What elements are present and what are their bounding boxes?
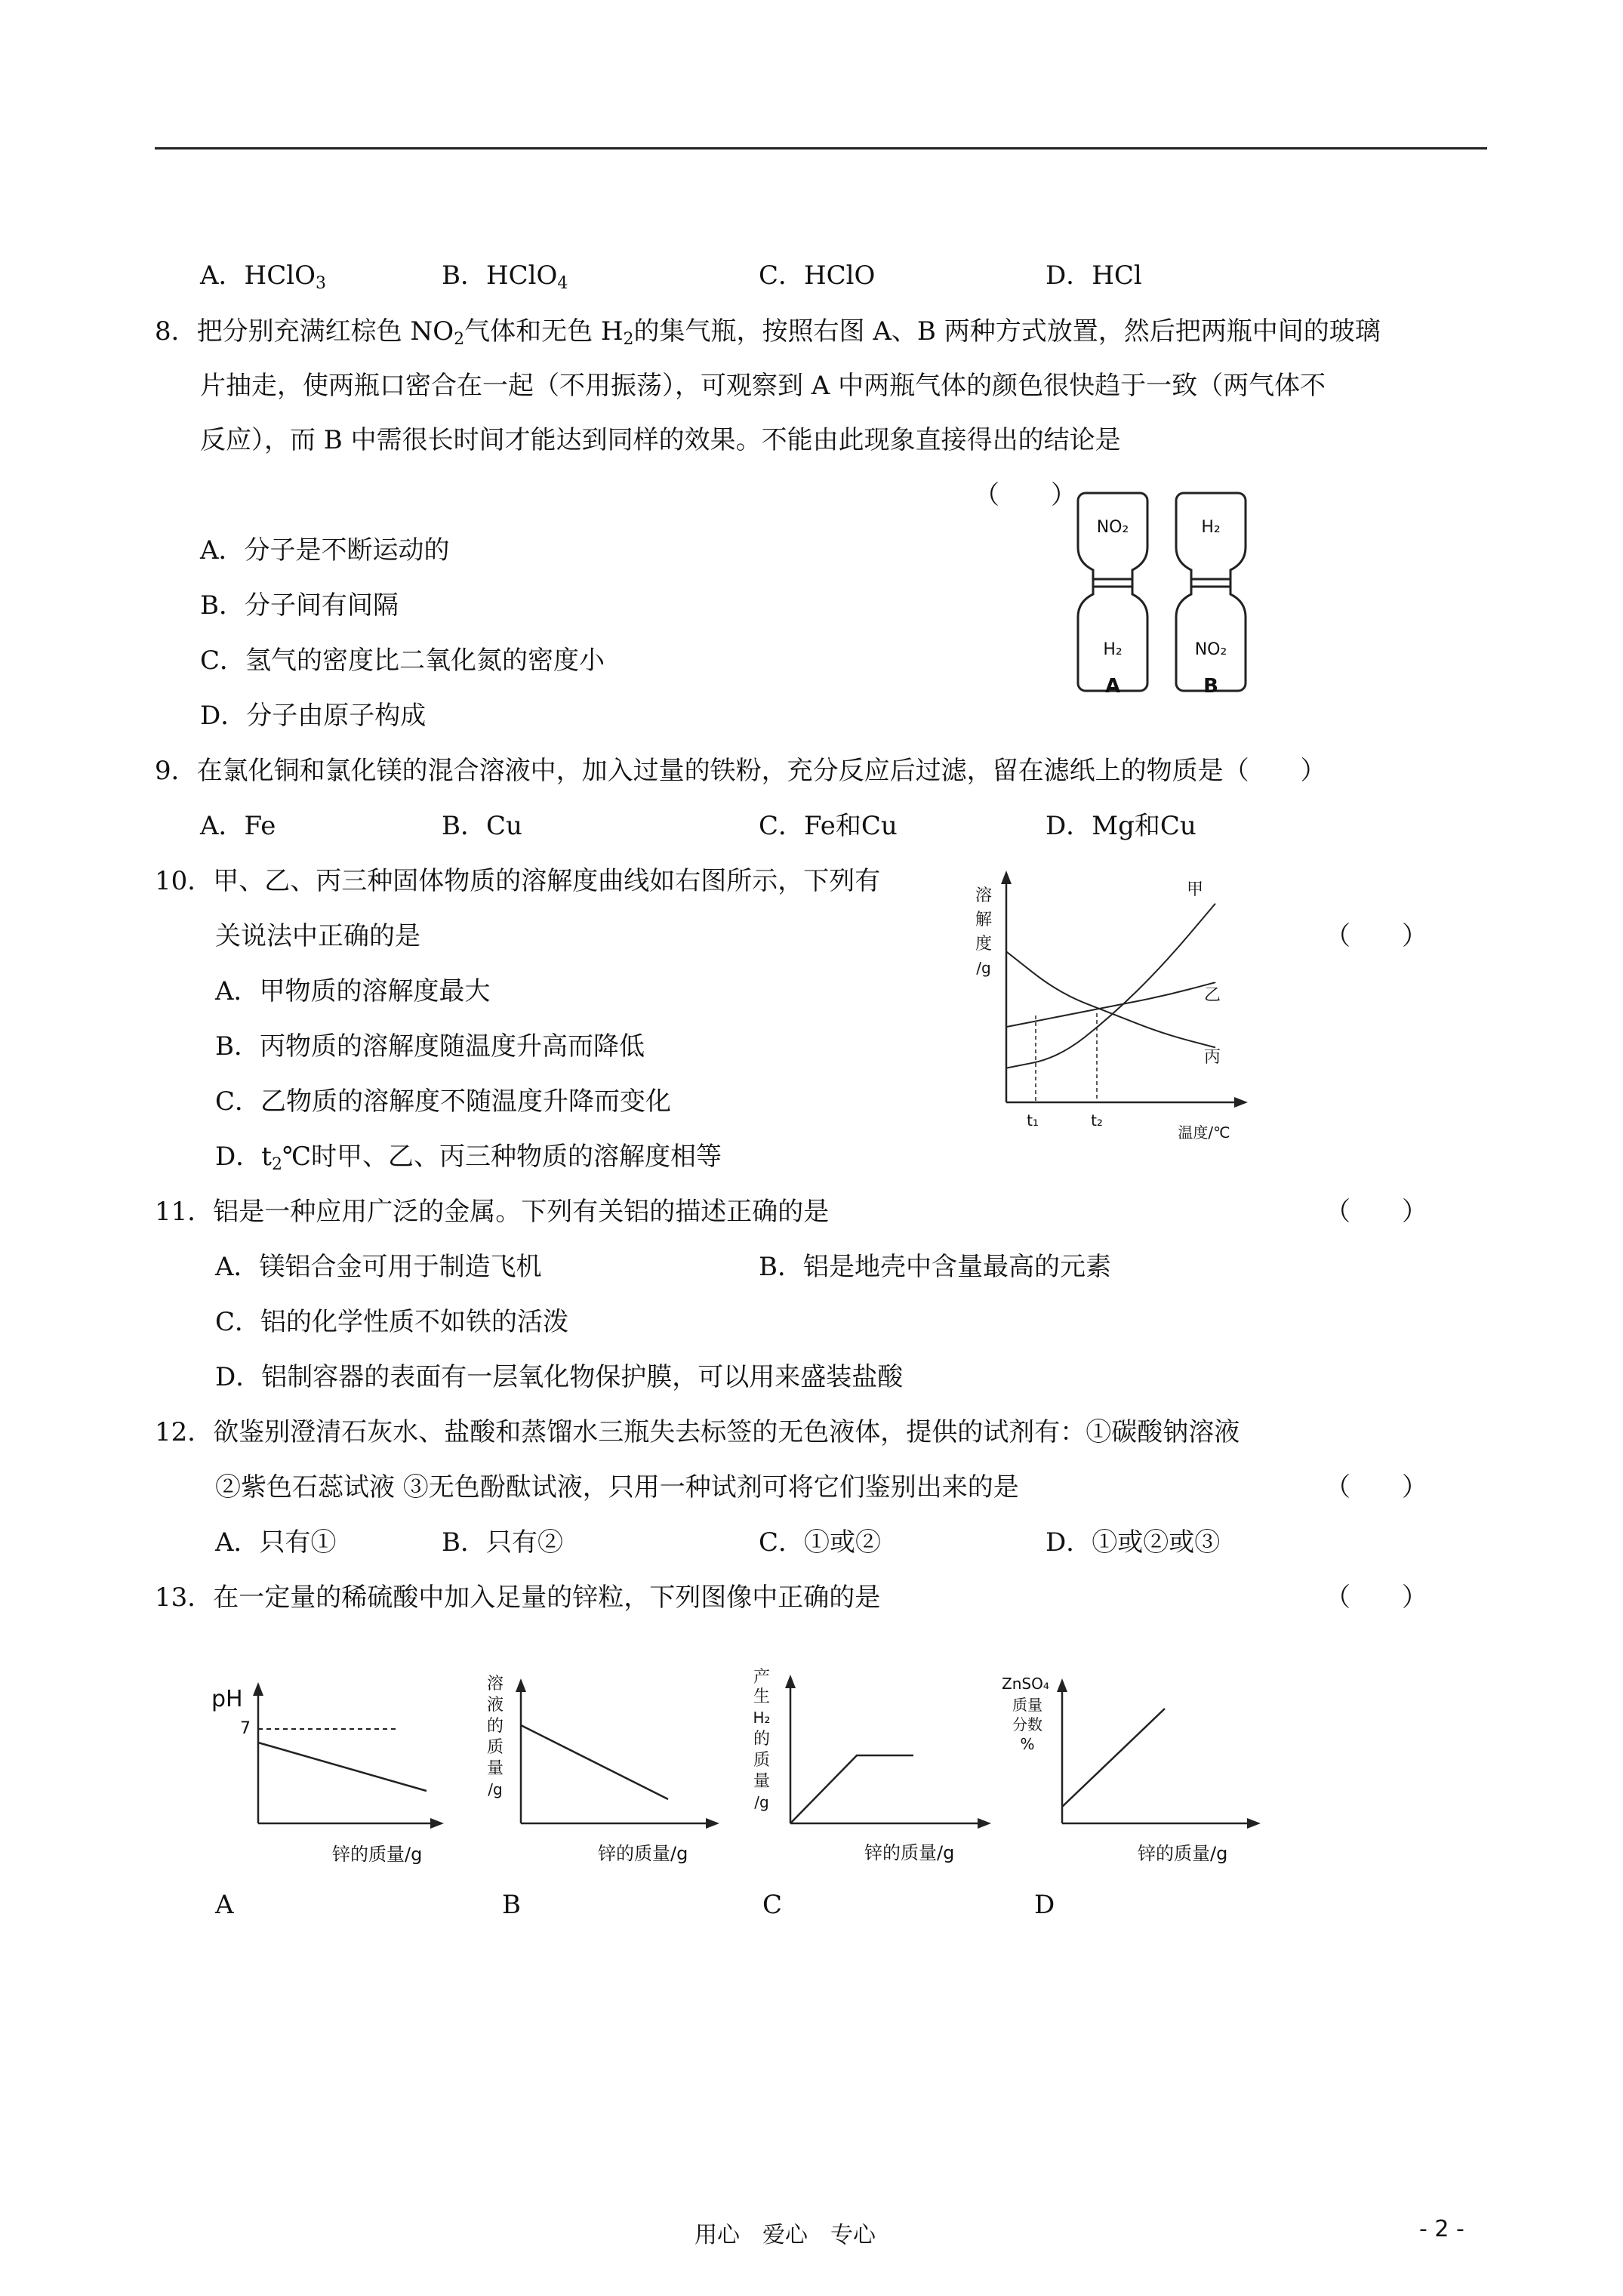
chart-x-arrow [1234, 1097, 1248, 1108]
series-label-yi: 乙 [1204, 986, 1221, 1005]
chart-x-label: 温度/℃ [1178, 1123, 1230, 1142]
chart-y-label-3: 度 [975, 935, 993, 954]
q11-option-b: B．铝是地壳中含量最高的元素 [759, 1252, 1111, 1282]
q9-stem: 9．在氯化铜和氯化镁的混合溶液中，加入过量的铁粉，充分反应后过滤，留在滤纸上的物质是（ ） [155, 756, 1326, 786]
curve-jia [1006, 904, 1215, 1068]
q7-option-d: D．HCl [1046, 260, 1142, 291]
graph-c-y-label-4: 的 [753, 1730, 771, 1749]
q13-stem: 13．在一定量的稀硫酸中加入足量的锌粒，下列图像中正确的是 [155, 1583, 881, 1613]
bottle-a-label: A [1104, 675, 1121, 698]
q10-option-c: C．乙物质的溶解度不随温度升降而变化 [215, 1086, 672, 1117]
graph-a-x-label: 锌的质量/g [332, 1844, 423, 1865]
q13-graph-c [744, 1661, 1000, 1872]
graph-c-y-label-2: 生 [753, 1687, 771, 1706]
q13-graph-d-letter: D [1034, 1890, 1055, 1920]
q12-stem-line2: ②紫色石蕊试液 ③无色酚酞试液，只用一种试剂可将它们鉴别出来的是 [215, 1472, 1019, 1502]
graph-b-y-label-1: 溶 [486, 1675, 504, 1693]
graph-b-y-label-5: 量 [486, 1759, 504, 1778]
q12-option-b: B．只有② [442, 1527, 563, 1558]
graph-a-y-label: pH [211, 1686, 243, 1712]
graph-d-curve [1062, 1709, 1165, 1807]
curve-bing [1006, 951, 1215, 1047]
chart-y-label-4: /g [976, 959, 991, 977]
series-label-bing: 丙 [1204, 1048, 1221, 1067]
q12-stem-line1: 12．欲鉴别澄清石灰水、盐酸和蒸馏水三瓶失去标签的无色液体，提供的试剂有：①碳酸钠溶液 [155, 1417, 1240, 1447]
q9-option-a: A．Fe [200, 811, 276, 841]
bottle-b-label: B [1203, 675, 1218, 698]
q8-option-b: B．分子间有间隔 [200, 590, 399, 621]
chart-y-label-1: 溶 [975, 886, 993, 905]
graph-c-y-label-5: 质 [753, 1751, 771, 1770]
q8-option-c: C．氢气的密度比二氧化氮的密度小 [200, 646, 605, 676]
series-label-jia: 甲 [1187, 880, 1204, 899]
q11-option-c: C．铝的化学性质不如铁的活泼 [215, 1307, 569, 1337]
q10-option-d: D．$t_2℃$时甲、乙、丙三种物质的溶解度相等 [215, 1142, 722, 1174]
graph-a-curve [258, 1743, 427, 1791]
q9-option-d: D．Mg和Cu [1046, 811, 1196, 841]
graph-b-y-label-2: 液 [486, 1696, 504, 1715]
q8-option-a: A．分子是不断运动的 [200, 535, 450, 566]
q10-option-b: B．丙物质的溶解度随温度升高而降低 [215, 1031, 645, 1062]
chart-y-arrow [1001, 871, 1012, 884]
graph-d-x-label: 锌的质量/g [1138, 1843, 1228, 1864]
q8-answer-bracket: （ ） [974, 480, 1076, 510]
bottle-a-top-gas: NO₂ [1096, 518, 1129, 537]
graph-c-curve [790, 1755, 913, 1823]
t1-tick-label: t₁ [1027, 1111, 1039, 1130]
q10-stem-line1: 10．甲、乙、丙三种固体物质的溶解度曲线如右图所示，下列有 [155, 866, 881, 896]
graph-b-y-label-6: /g [488, 1780, 503, 1798]
bottle-b-top-gas: H₂ [1201, 518, 1221, 537]
t2-tick-label: t₂ [1091, 1111, 1103, 1130]
graph-d-y-label-3: 分数 [1012, 1715, 1042, 1734]
graph-c-y-label-1: 产 [753, 1668, 771, 1687]
bottle-b-bottom-gas: NO₂ [1194, 640, 1227, 659]
graph-c-y-label-3: H₂ [753, 1709, 771, 1727]
bottle-b [1176, 493, 1246, 698]
bottle-a-bottom-gas: H₂ [1103, 640, 1123, 659]
q10-stem-line2: 关说法中正确的是 [215, 921, 420, 951]
q13-graph-b [476, 1665, 732, 1872]
graph-a-tick-7: 7 [240, 1719, 251, 1738]
graph-b-y-label-4: 质 [486, 1738, 504, 1757]
q7-option-c: C．HClO [759, 260, 876, 291]
graph-b-y-label-3: 的 [486, 1717, 504, 1736]
graph-d-y-label-1: ZnSO₄ [1002, 1675, 1049, 1693]
q11-option-d: D．铝制容器的表面有一层氧化物保护膜，可以用来盛装盐酸 [215, 1362, 904, 1392]
bottle-a [1078, 493, 1147, 698]
q7-option-a: A．HClO$_3$ [200, 260, 326, 293]
graph-d-y-label-2: 质量 [1012, 1696, 1042, 1714]
q13-graph-a-letter: A [215, 1890, 234, 1920]
q8-stem-line3: 反应），而 B 中需很长时间才能达到同样的效果。不能由此现象直接得出的结论是 [200, 425, 1121, 455]
q7-option-b: B．HClO$_4$ [442, 260, 568, 293]
header-rule [155, 147, 1487, 149]
q11-answer-bracket: （ ） [1325, 1197, 1427, 1227]
q9-option-c: C．Fe和Cu [759, 811, 898, 841]
graph-c-y-label-6: 量 [753, 1772, 771, 1791]
q11-option-a: A．镁铝合金可用于制造飞机 [215, 1252, 542, 1282]
q13-graph-c-letter: C [762, 1890, 783, 1920]
q8-stem-line2: 片抽走，使两瓶口密合在一起（不用振荡），可观察到 A 中两瓶气体的颜色很快趋于一致（两气体不 [200, 371, 1326, 401]
curve-yi [1006, 982, 1215, 1027]
graph-d-y-label-4: % [1020, 1735, 1035, 1753]
q11-stem: 11．铝是一种应用广泛的金属。下列有关铝的描述正确的是 [155, 1197, 830, 1227]
q10-answer-bracket: （ ） [1325, 921, 1427, 951]
q13-graph-a [204, 1669, 453, 1872]
page-number: - 2 - [1419, 2216, 1464, 2242]
footer-motto: 用心 爱心 专心 [694, 2222, 876, 2248]
chart-y-label-2: 解 [975, 911, 993, 929]
q8-option-d: D．分子由原子构成 [200, 701, 427, 731]
graph-b-x-label: 锌的质量/g [598, 1843, 688, 1864]
q10-solubility-chart [955, 864, 1257, 1144]
graph-b-curve [521, 1725, 668, 1799]
q8-stem-line1: 8．把分别充满红棕色 $NO_2$气体和无色 $H_2$的集气瓶，按照右图 A、B 两种方式放置，然后把两瓶中间的玻璃 [155, 316, 1381, 349]
q13-graph-d [1000, 1665, 1272, 1872]
q13-answer-bracket: （ ） [1325, 1583, 1427, 1613]
graph-c-y-label-7: /g [754, 1793, 769, 1811]
q12-option-c: C．①或② [759, 1527, 882, 1558]
q10-option-a: A．甲物质的溶解度最大 [215, 976, 491, 1006]
q9-option-b: B．Cu [442, 811, 522, 841]
graph-c-x-label: 锌的质量/g [864, 1842, 955, 1863]
q8-bottles-figure [1072, 487, 1268, 713]
q12-option-d: D．①或②或③ [1046, 1527, 1221, 1558]
q12-answer-bracket: （ ） [1325, 1472, 1427, 1502]
q12-option-a: A．只有① [215, 1527, 337, 1558]
q13-graph-b-letter: B [502, 1890, 521, 1920]
